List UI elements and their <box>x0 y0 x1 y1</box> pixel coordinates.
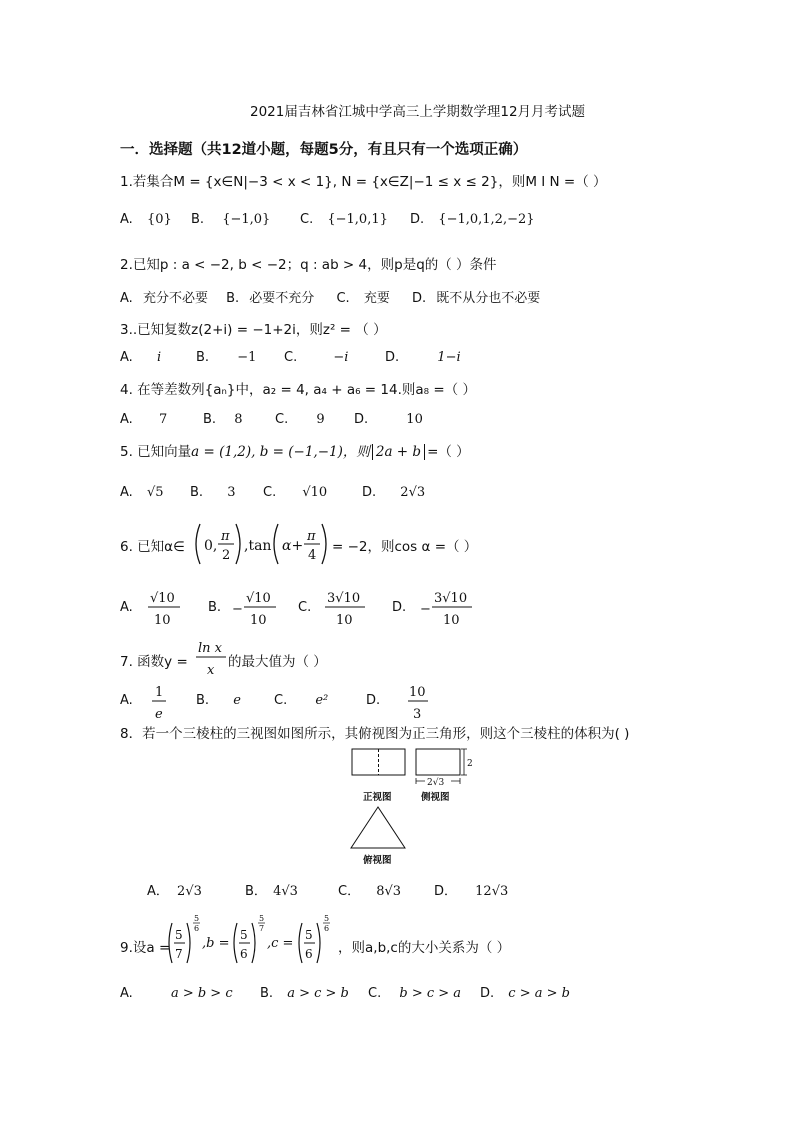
option-label: B. <box>203 412 217 427</box>
option-label: A. <box>120 986 133 1001</box>
stem-suffix: =（ ） <box>427 444 470 460</box>
question-7-option-a-label: A. <box>120 693 133 708</box>
question-9-option-d <box>480 986 570 1001</box>
option-value: 9 <box>316 412 325 427</box>
question-6-option-c-value <box>325 586 369 630</box>
question-4-option-a <box>120 412 167 427</box>
question-7-option-b <box>196 693 241 708</box>
option-value: 8 <box>234 412 243 427</box>
question-8-option-c <box>338 880 401 899</box>
height-dimension: 2 <box>467 759 473 769</box>
sign: − <box>420 602 431 617</box>
stem-prefix: 5. 已知向量 <box>120 444 192 460</box>
option-value: 10 <box>406 412 423 427</box>
c-paren-right <box>317 923 320 963</box>
c-label: ,c = <box>267 936 294 951</box>
question-1-stem: 1.若集合M = {x∈N|−3 < x < 1}, N = {x∈Z|−1 ≤ x ≤ 2}，则M I N =（ ） <box>120 174 607 190</box>
option-label: D. <box>385 350 400 365</box>
option-value: 4√3 <box>273 884 298 899</box>
question-2-options <box>120 287 540 306</box>
question-9-stem-suffix: ，则a,b,c的大小关系为（ ） <box>338 940 511 956</box>
option-label: D． <box>434 884 458 899</box>
paren-left <box>196 524 200 564</box>
option-b-value: 必要不充分 <box>249 291 315 306</box>
denominator: e <box>155 707 163 722</box>
section-heading: 一．选择题（共12道小题，每题5分，有且只有一个选项正确） <box>120 142 528 158</box>
b-label: ,b = <box>202 936 230 951</box>
question-1-option-d <box>410 212 535 227</box>
question-8-option-d <box>434 880 508 899</box>
option-label: C. <box>284 350 298 365</box>
question-3-option-c <box>284 350 348 365</box>
question-6-option-d-label: D. <box>392 600 407 615</box>
option-label: C． <box>338 884 361 899</box>
question-7-stem-prefix: 7. 函数y = <box>120 654 188 670</box>
tan-text: ,tan <box>244 538 272 554</box>
option-label: D. <box>410 212 425 227</box>
c-base-numerator: 5 <box>305 928 313 942</box>
option-value: 2√3 <box>400 485 426 500</box>
question-5-option-d <box>362 485 425 500</box>
c-exp-denominator: 6 <box>324 924 330 933</box>
question-3-stem: 3..已知复数z(2+i) = −1+2i，则z² = （ ） <box>120 322 387 338</box>
option-value: 1−i <box>437 350 461 365</box>
option-label: B. <box>191 212 205 227</box>
c-paren-left <box>299 923 302 963</box>
question-4-option-b <box>203 412 242 427</box>
question-5-option-a <box>120 485 164 500</box>
question-1-option-c <box>300 212 388 227</box>
question-4-stem: 4. 在等差数列{aₙ}中，a₂ = 4, a₄ + a₆ = 14.则a₈ =（ ） <box>120 382 476 398</box>
alpha-plus: α+ <box>282 538 304 554</box>
question-9-stem-prefix: 9.设a = <box>120 940 171 956</box>
denominator: 3 <box>413 707 422 722</box>
option-value: {−1,0} <box>222 212 271 227</box>
option-value: 8√3 <box>376 884 402 899</box>
four-denominator: 4 <box>308 548 317 563</box>
question-6-stem-suffix: = −2，则cos α =（ ） <box>332 539 478 555</box>
option-label: A． <box>147 884 169 899</box>
question-8-option-a <box>147 880 202 899</box>
numerator: √10 <box>150 591 175 606</box>
question-7-fraction <box>196 636 230 680</box>
question-7-option-d-label: D. <box>366 693 381 708</box>
question-6-option-d-value <box>420 586 476 630</box>
option-label: C. <box>275 412 289 427</box>
numerator: 3√10 <box>327 591 361 606</box>
c-base-denominator: 6 <box>305 947 313 961</box>
option-d-label: D. <box>411 291 427 306</box>
option-value: c > a > b <box>508 986 570 1001</box>
option-label: C. <box>368 986 382 1001</box>
option-label: C. <box>263 485 277 500</box>
option-value: a > b > c <box>170 986 233 1001</box>
question-6-option-c-label: C. <box>298 600 312 615</box>
option-value: −i <box>333 350 349 365</box>
question-8-stem: 8．若一个三棱柱的三视图如图所示，其俯视图为正三角形，则这个三棱柱的体积为( ) <box>120 726 630 742</box>
question-4-option-c <box>275 412 325 427</box>
option-value: √5 <box>146 485 164 500</box>
option-label: B． <box>245 884 267 899</box>
question-4-option-d <box>354 412 423 427</box>
top-view-triangle <box>351 807 405 848</box>
option-value: −1 <box>237 350 257 365</box>
question-6-option-a-label: A. <box>120 600 133 615</box>
paren-right-2 <box>322 524 326 564</box>
option-value: 7 <box>158 412 168 427</box>
option-label: D. <box>362 485 377 500</box>
front-view-label: 正视图 <box>363 792 392 803</box>
numerator: ln x <box>198 641 222 656</box>
b-base-numerator: 5 <box>240 928 248 942</box>
question-3-option-a <box>120 350 161 365</box>
option-value: 12√3 <box>475 884 509 899</box>
numerator: 3√10 <box>434 591 468 606</box>
option-label: B. <box>190 485 204 500</box>
question-7-option-a-value <box>150 680 170 724</box>
numerator: 1 <box>155 685 164 700</box>
option-c-value: 充要 <box>363 291 390 306</box>
b-paren-right <box>252 923 255 963</box>
option-value: √10 <box>302 485 328 500</box>
question-8-option-b <box>245 880 298 899</box>
a-exp-numerator: 5 <box>194 914 200 923</box>
c-exp-numerator: 5 <box>324 914 330 923</box>
b-exp-numerator: 5 <box>259 914 265 923</box>
question-5-stem <box>120 440 470 460</box>
question-1-option-a <box>120 212 172 227</box>
top-view-label: 俯视图 <box>363 855 392 866</box>
option-a-value: 充分不必要 <box>142 291 208 306</box>
page-title: 2021届吉林省江城中学高三上学期数学理12月月考试题 <box>250 104 586 120</box>
a-exp-denominator: 6 <box>194 924 200 933</box>
option-label: C. <box>274 693 288 708</box>
three-view-figure <box>345 744 475 869</box>
question-7-option-c <box>274 693 328 708</box>
option-value: {−1,0,1} <box>327 212 388 227</box>
question-7-option-d-value <box>406 680 430 724</box>
option-value: {−1,0,1,2,−2} <box>438 212 535 227</box>
option-value: 3 <box>227 485 236 500</box>
option-label: D. <box>480 986 495 1001</box>
question-6-option-a-value <box>148 586 188 630</box>
question-9-option-b <box>260 986 349 1001</box>
option-label: D. <box>354 412 369 427</box>
two-denominator: 2 <box>222 548 231 563</box>
paren-right <box>236 524 240 564</box>
b-paren-left <box>234 923 237 963</box>
numerator: 10 <box>409 685 426 700</box>
option-label: B. <box>196 350 210 365</box>
option-value: i <box>156 350 162 365</box>
question-2-stem: 2.已知p : a < −2, b < −2；q : ab > 4，则p是q的（ ）条件 <box>120 257 497 273</box>
option-value: b > c > a <box>399 986 462 1001</box>
width-dimension: 2√3 <box>427 778 445 788</box>
option-value: e <box>233 693 241 708</box>
question-7-stem-suffix: 的最大值为（ ） <box>228 654 327 670</box>
pi-numerator: π <box>221 529 230 544</box>
b-exp-denominator: 7 <box>259 924 265 933</box>
pi-numerator-2: π <box>307 529 316 544</box>
a-paren-left <box>169 923 172 963</box>
option-label: A. <box>120 350 133 365</box>
sign: − <box>232 602 243 617</box>
denominator: 10 <box>250 613 267 628</box>
question-9-option-a <box>120 986 233 1001</box>
option-value: e² <box>315 693 329 708</box>
option-value: 2√3 <box>177 884 202 899</box>
stem-math: a = (1,2), b = (−1,−1)，则 <box>191 444 370 460</box>
question-9-option-c <box>368 986 461 1001</box>
a-paren-right <box>187 923 190 963</box>
option-label: C. <box>300 212 314 227</box>
paren-left-2 <box>274 524 278 564</box>
side-view-label: 侧视图 <box>421 792 450 803</box>
a-base-numerator: 5 <box>175 928 183 942</box>
question-9-math <box>166 913 346 965</box>
option-value: {0} <box>146 212 172 227</box>
option-label: A. <box>120 485 133 500</box>
interval-zero: 0, <box>204 538 218 554</box>
option-a-label: A. <box>120 291 133 306</box>
denominator: 10 <box>443 613 460 628</box>
question-1-option-b <box>191 212 270 227</box>
a-base-denominator: 7 <box>175 947 183 961</box>
numerator: √10 <box>246 591 271 606</box>
stem-abs-value: 2a + b <box>372 444 425 460</box>
question-3-option-d <box>385 350 461 365</box>
denominator: x <box>207 663 215 678</box>
option-d-value: 既不从分也不必要 <box>436 291 541 306</box>
b-base-denominator: 6 <box>240 947 248 961</box>
question-6-option-b-label: B. <box>208 600 222 615</box>
option-b-label: B. <box>226 291 240 306</box>
denominator: 10 <box>336 613 353 628</box>
option-label: A. <box>120 212 133 227</box>
option-value: a > c > b <box>287 986 349 1001</box>
option-c-label: C. <box>336 291 350 306</box>
option-label: B. <box>196 693 210 708</box>
question-3-option-b <box>196 350 256 365</box>
option-label: B. <box>260 986 274 1001</box>
question-5-option-c <box>263 485 327 500</box>
option-label: A. <box>120 412 133 427</box>
question-5-option-b <box>190 485 235 500</box>
side-view-rect <box>416 749 460 775</box>
question-6-option-b-value <box>232 586 280 630</box>
question-6-stem-prefix: 6. 已知α∈ <box>120 539 185 555</box>
denominator: 10 <box>154 613 171 628</box>
